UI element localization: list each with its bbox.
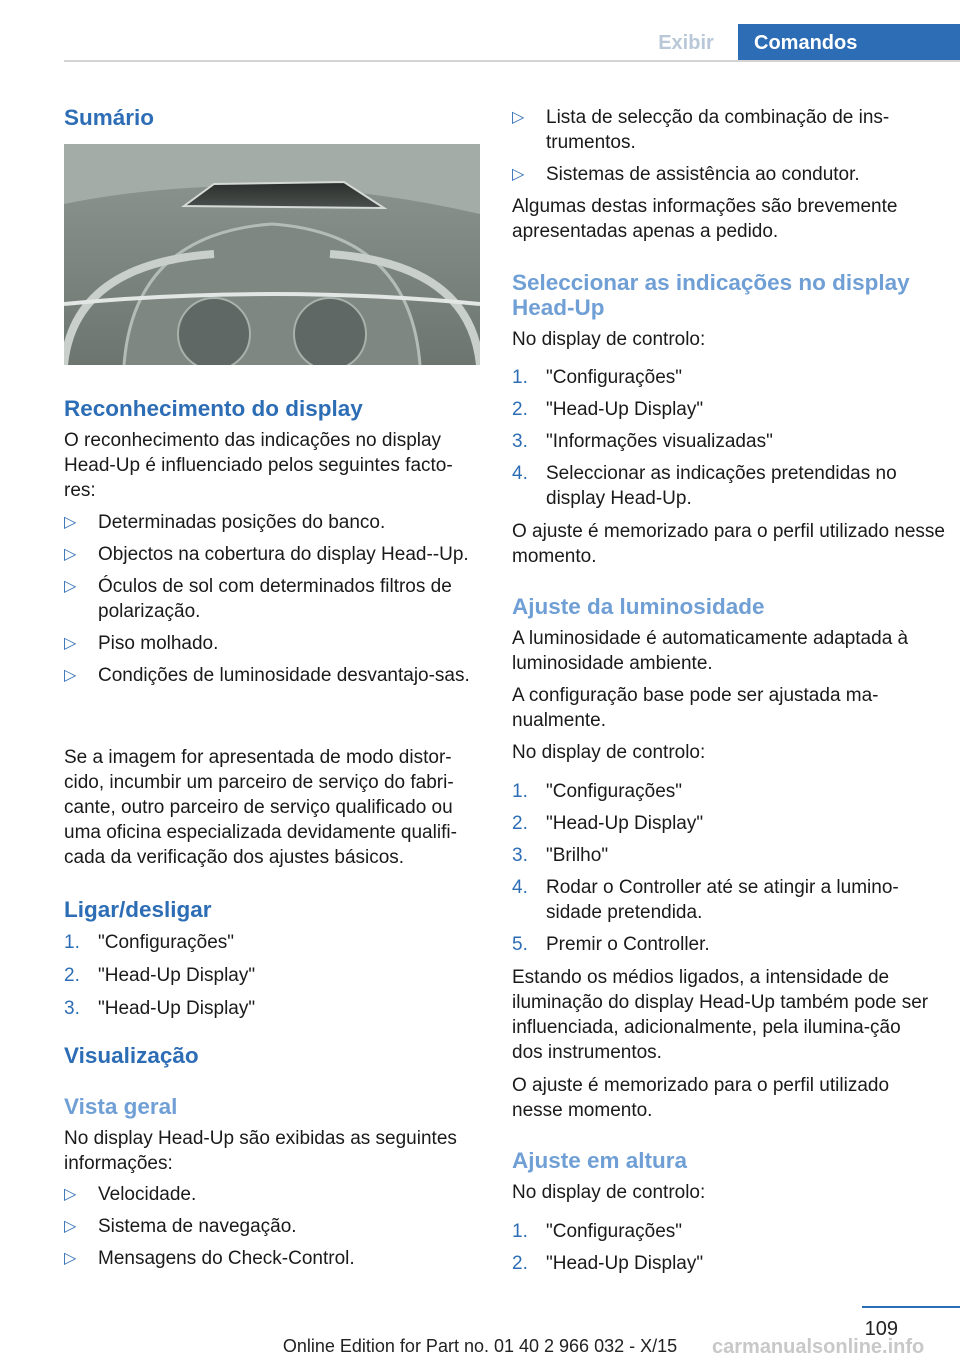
list-item: 2. "Head-Up Display" [64, 965, 256, 986]
list-item: 4. Seleccionar as indicações pretendidas no display Head-Up. [512, 463, 897, 509]
list-item: ▷ Óculos de sol com determinados filtros de polarização. [64, 576, 452, 622]
overview-list [64, 1182, 480, 1271]
list-item: 1. "Configurações" [512, 781, 683, 802]
triangle-bullet-icon: ▷ [64, 635, 77, 652]
triangle-bullet-icon: ▷ [64, 546, 77, 563]
brightness-note: O ajuste é memorizado para o perfil utilizado nesse momento. [512, 1075, 890, 1121]
select-steps [512, 365, 952, 511]
list-item: ▷ Piso molhado. [64, 633, 219, 654]
list-item: 3. "Brilho" [512, 845, 609, 866]
list-item: ▷ Sistema de navegação. [64, 1216, 297, 1237]
brightness-intro: No display de controlo: [512, 742, 706, 763]
recognition-intro: O reconhecimento das indicações no display Head-Up é influenciado pelos seguintes facto-res: [64, 430, 453, 501]
list-item: ▷ Mensagens do Check-Control. [64, 1248, 355, 1269]
list-item: 1. "Configurações" [512, 367, 683, 388]
list-item: ▷ Sistemas de assistência ao condutor. [512, 164, 860, 185]
brightness-p1: A luminosidade é automaticamente adaptada à luminosidade ambiente. [512, 628, 909, 674]
header-rule [64, 60, 960, 62]
recognition-title: Reconhecimento do display [64, 396, 363, 421]
overview-note: Algumas destas informações são brevemente apresentadas apenas a pedido. [512, 196, 898, 242]
select-title: Seleccionar as indicações no display Head-Up [512, 270, 910, 320]
brightness-title: Ajuste da luminosidade [512, 594, 765, 619]
triangle-bullet-icon: ▷ [64, 1218, 77, 1235]
brightness-p2: A configuração base pode ser ajustada ma-nualmente. [512, 685, 879, 731]
visualization-title: Visualização [64, 1043, 199, 1068]
recognition-list [64, 510, 480, 688]
recognition-note: Se a imagem for apresentada de modo distor-cido, incumbir um parceiro de serviço do fabri-cante, outro parceiro de serviço qualificado ou uma oficina especializada devidamente qualifi-cada da verificação dos ajustes básicos. [64, 747, 457, 868]
triangle-bullet-icon: ▷ [64, 514, 77, 531]
triangle-bullet-icon: ▷ [64, 667, 77, 684]
onoff-steps [64, 930, 480, 1021]
list-item: ▷ Velocidade. [64, 1184, 197, 1205]
list-item: 1. "Configurações" [512, 1221, 683, 1242]
page-number: 109 [864, 1318, 898, 1340]
list-item: 3. "Head-Up Display" [64, 998, 256, 1019]
height-intro: No display de controlo: [512, 1182, 706, 1203]
edition-line: Online Edition for Part no. 01 40 2 966 032 - X/15 [282, 1336, 678, 1356]
list-item: ▷ Determinadas posições do banco. [64, 512, 386, 533]
select-intro: No display de controlo: [512, 329, 706, 350]
list-item: 2. "Head-Up Display" [512, 813, 704, 834]
triangle-bullet-icon: ▷ [64, 1186, 77, 1203]
list-item: 5. Premir o Controller. [512, 934, 710, 955]
tab-comandos[interactable]: Comandos [738, 24, 960, 62]
height-steps [512, 1219, 952, 1276]
brightness-p3: Estando os médios ligados, a intensidade de iluminação do display Head-Up também pode ser influenciada, adicionalmente, pela ilumina-ção dos instrumentos. [512, 967, 929, 1063]
overview-title: Vista geral [64, 1094, 178, 1119]
head-up-display-illustration [64, 144, 480, 365]
triangle-bullet-icon: ▷ [512, 109, 525, 126]
overview-intro: No display Head-Up são exibidas as seguintes informações: [64, 1128, 457, 1174]
height-title: Ajuste em altura [512, 1148, 688, 1173]
list-item: 3. "Informações visualizadas" [512, 431, 773, 452]
summary-title: Sumário [64, 105, 155, 130]
tab-exibir[interactable]: Exibir [658, 31, 714, 54]
list-item: 2. "Head-Up Display" [512, 399, 704, 420]
onoff-title: Ligar/desligar [64, 897, 212, 922]
triangle-bullet-icon: ▷ [512, 166, 525, 183]
list-item: ▷ Lista de selecção da combinação de ins-trumentos. [512, 107, 890, 153]
select-note: O ajuste é memorizado para o perfil utilizado nesse momento. [512, 521, 946, 567]
list-item: ▷ Condições de luminosidade desvantajo-sas. [64, 665, 470, 686]
list-item: 2. "Head-Up Display" [512, 1253, 704, 1274]
triangle-bullet-icon: ▷ [64, 1250, 77, 1267]
list-item: ▷ Objectos na cobertura do display Head--Up. [64, 544, 469, 565]
overview-list-continued [512, 105, 952, 187]
list-item: 1. "Configurações" [64, 932, 235, 953]
footer-rule [862, 1306, 960, 1308]
brightness-steps [512, 779, 952, 957]
watermark: carmanualsonline.info [712, 1336, 925, 1358]
triangle-bullet-icon: ▷ [64, 578, 77, 595]
list-item: 4. Rodar o Controller até se atingir a lumino-sidade pretendida. [512, 877, 899, 923]
